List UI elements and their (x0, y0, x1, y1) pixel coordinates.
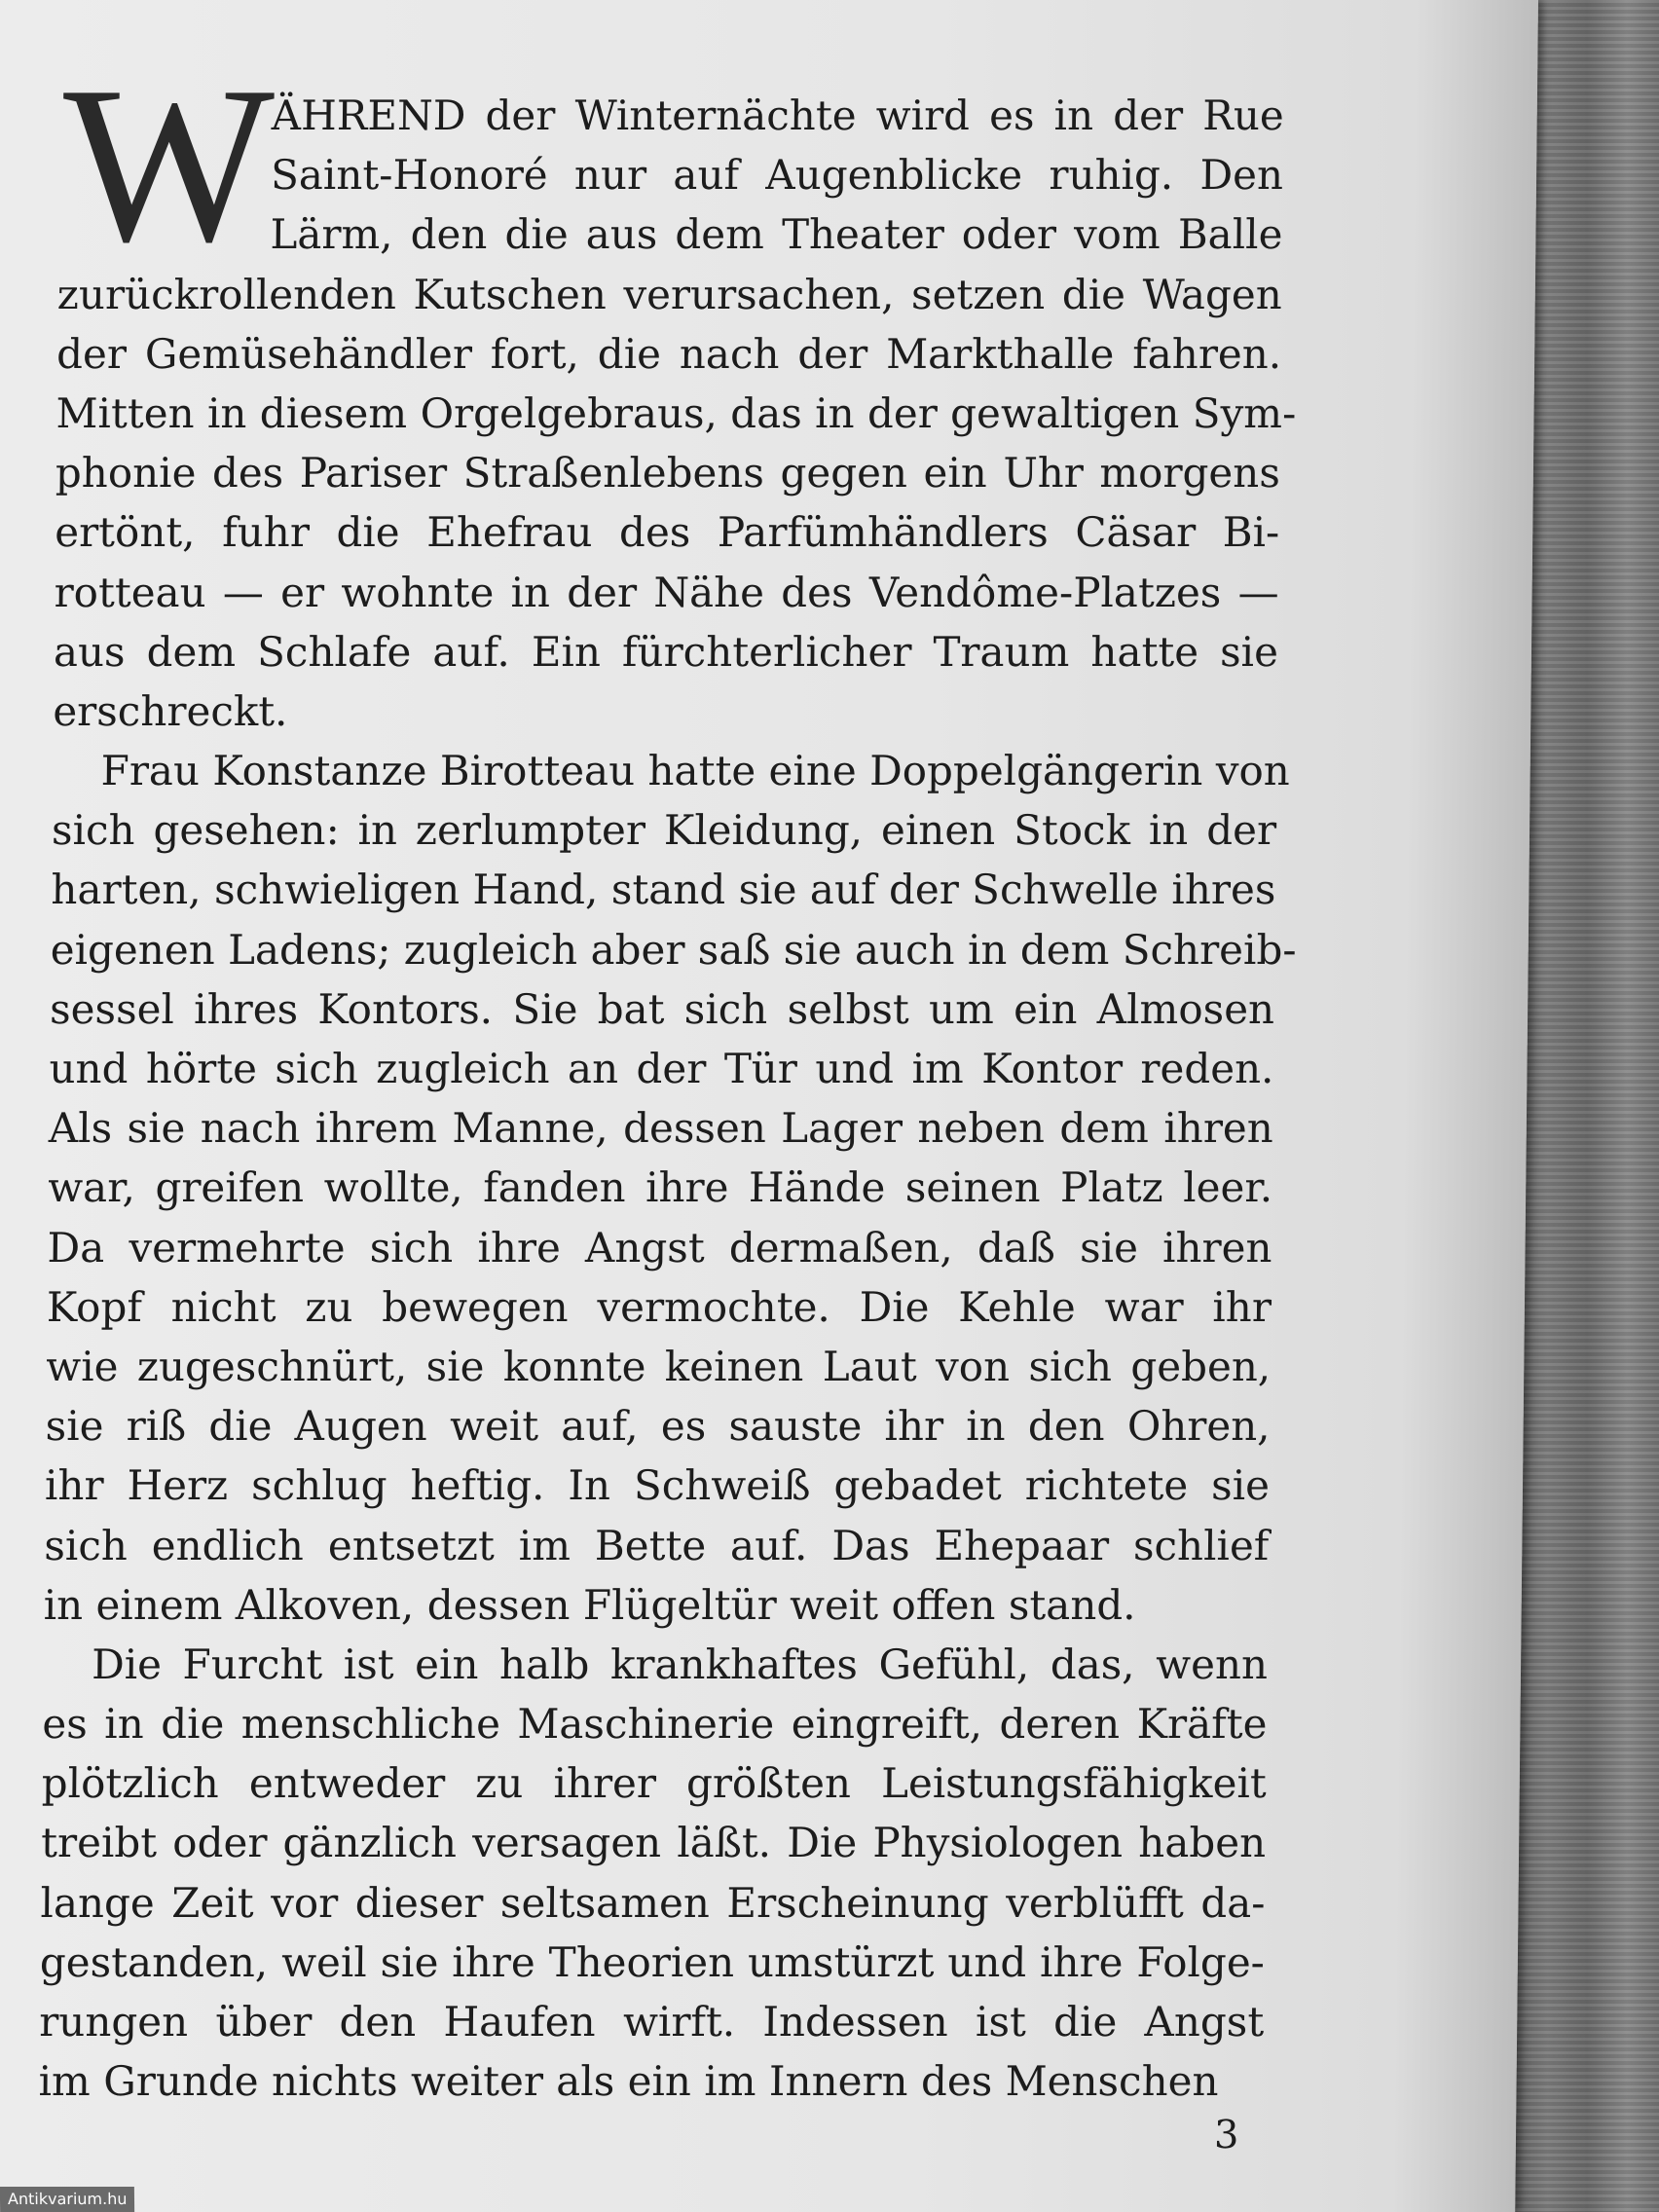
text-line: Als sie nach ihrem Manne, dessen Lager neben dem ihren (48, 1104, 1274, 1153)
text-line: plötzlich entweder zu ihrer größten Leistungsfähigkeit (41, 1759, 1268, 1808)
text-line: gestanden, weil sie ihre Theorien umstürzt und ihre Folge- (39, 1937, 1266, 1986)
text-line: aus dem Schlafe auf. Ein fürchterlicher Traum hatte sie (53, 627, 1279, 676)
text-line: sie riß die Augen weit auf, es sauste ihr in den Ohren, (45, 1402, 1271, 1451)
text-line: der Gemüsehändler fort, die nach der Markthalle fahren. (55, 329, 1282, 378)
text-line: Kopf nicht zu bewegen vermochte. Die Kehle war ihr (46, 1282, 1272, 1331)
text-line: sich gesehen: in zerlumpter Kleidung, einen Stock in der (51, 806, 1277, 855)
text-line: erschreckt. (53, 686, 288, 735)
drop-cap: W (60, 40, 276, 288)
text-line: Saint-Honoré nur auf Augenblicke ruhig. Den (270, 151, 1284, 200)
paragraph (43, 741, 1297, 1635)
text-line: rotteau — er wohnte in der Nähe des Vendôme-Platzes — (54, 568, 1279, 616)
text-line: eigenen Ladens; zugleich aber saß sie auch in dem Schreib- (50, 925, 1297, 974)
text-line: Frau Konstanze Birotteau hatte eine Doppelgängerin von (100, 747, 1291, 795)
text-line: in einem Alkoven, dessen Flügeltür weit offen stand. (43, 1580, 1136, 1629)
text-line: ihr Herz schlug heftig. In Schweiß gebadet richtete sie (44, 1461, 1271, 1510)
watermark-label: Antikvarium.hu (0, 2187, 135, 2212)
text-line: Lärm, den die aus dem Theater oder vom Balle (270, 210, 1283, 259)
body-text (38, 40, 1297, 2111)
text-line: treibt oder gänzlich versagen läßt. Die Physiologen haben (40, 1819, 1267, 1867)
text-line: Mitten in diesem Orgelgebraus, das in der gewaltigen Sym- (55, 388, 1297, 437)
page-number: 3 (1213, 2113, 1239, 2157)
paragraph-container (38, 86, 1297, 2111)
text-line: ÄHREND der Winternächte wird es in der Rue (271, 92, 1285, 139)
text-line: sich endlich entsetzt im Bette auf. Das Ehepaar schlief (44, 1521, 1270, 1569)
text-line: war, greifen wollte, fanden ihre Hände seinen Platz leer. (47, 1163, 1273, 1212)
text-line: Da vermehrte sich ihre Angst dermaßen, daß sie ihren (47, 1223, 1272, 1272)
text-line: wie zugeschnürt, sie konnte keinen Laut von sich geben, (46, 1342, 1272, 1390)
text-line: im Grunde nichts weiter als ein im Innern des Menschen (38, 2057, 1219, 2106)
text-line: es in die menschliche Maschinerie eingreift, deren Kräfte (42, 1700, 1268, 1749)
text-line: Die Furcht ist ein halb krankhaftes Gefühl, das, wenn (91, 1640, 1269, 1688)
text-line: zurückrollenden Kutschen verursachen, setzen die Wagen (56, 270, 1283, 318)
text-line: und hörte sich zugleich an der Tür und im Kontor reden. (49, 1045, 1274, 1092)
text-line: harten, schwieligen Hand, stand sie auf der Schwelle ihres (51, 866, 1276, 914)
text-line: ertönt, fuhr die Ehefrau des Parfümhändlers Cäsar Bi- (55, 508, 1280, 557)
text-line: lange Zeit vor dieser seltsamen Erscheinung verblüfft da- (40, 1878, 1266, 1927)
text-line: sessel ihres Kontors. Sie bat sich selbst um ein Almosen (49, 984, 1275, 1033)
text-line: rungen über den Haufen wirft. Indessen ist die Angst (38, 1998, 1265, 2046)
paragraph (38, 1635, 1268, 2112)
text-line: phonie des Pariser Straßenlebens gegen ein Uhr morgens (55, 449, 1281, 498)
